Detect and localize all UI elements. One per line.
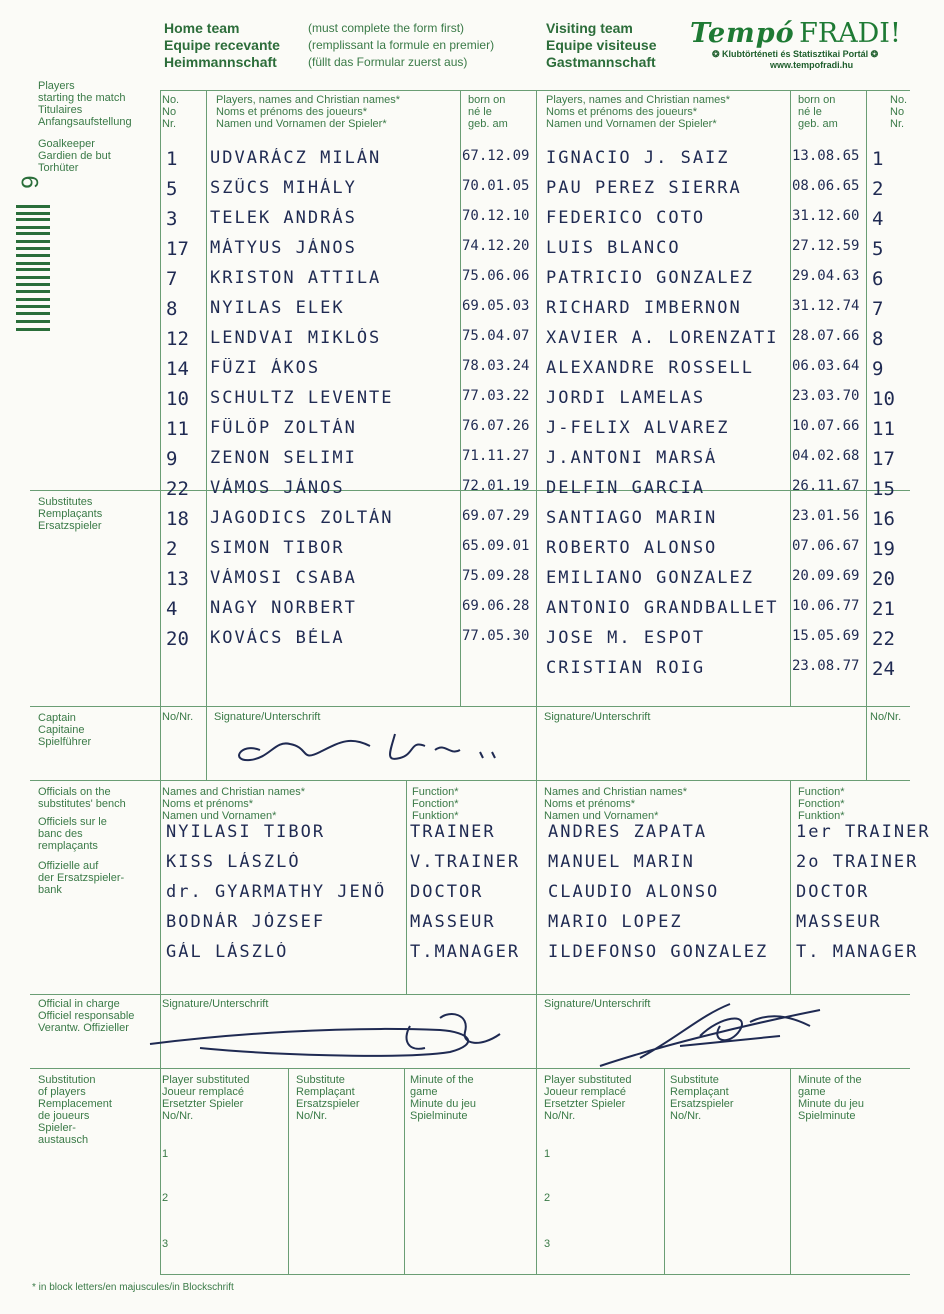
label-line: Substitute xyxy=(296,1074,345,1086)
label-line: Verantw. Offizieller xyxy=(38,1022,129,1034)
label-line: de joueurs xyxy=(38,1110,90,1122)
home-team-en: Home team xyxy=(164,20,240,36)
home-player-name: NAGY NORBERT xyxy=(210,598,357,618)
home-player-number: 18 xyxy=(166,508,189,530)
visiting-player-born: 31.12.60 xyxy=(792,208,860,224)
label-line: No. xyxy=(890,94,908,106)
home-player-name: NYILAS ELEK xyxy=(210,298,345,318)
visiting-player-number: 17 xyxy=(872,448,895,470)
label-line: Captain xyxy=(38,712,76,724)
home-player-number: 2 xyxy=(166,538,178,560)
sub-row-2-home: 2 xyxy=(162,1192,169,1204)
sub-minute-header-home xyxy=(410,1074,476,1122)
label-line: Joueur remplacé xyxy=(544,1086,626,1098)
home-official-function: MASSEUR xyxy=(410,912,496,932)
home-player-born: 71.11.27 xyxy=(462,448,530,464)
visiting-official-name: MARIO LOPEZ xyxy=(548,912,683,932)
label-line: Nr. xyxy=(162,118,177,130)
officials-names-header-home xyxy=(162,786,305,822)
visiting-player-name: JOSE M. ESPOT xyxy=(546,628,706,648)
label-line: Spielführer xyxy=(38,736,92,748)
col-header-names-visiting xyxy=(546,94,730,130)
label-line: Namen und Vornamen der Spieler* xyxy=(216,118,387,130)
visiting-player-name: IGNACIO J. SAIZ xyxy=(546,148,730,168)
label-line: Titulaires xyxy=(38,104,83,116)
home-player-number: 13 xyxy=(166,568,189,590)
grid-line xyxy=(30,994,910,995)
label-line: No/Nr. xyxy=(544,1110,576,1122)
visiting-player-born: 29.04.63 xyxy=(792,268,860,284)
home-player-name: SCHULTZ LEVENTE xyxy=(210,388,394,408)
home-player-born: 67.12.09 xyxy=(462,148,530,164)
visiting-player-born: 10.07.66 xyxy=(792,418,860,434)
label-line: Namen und Vornamen* xyxy=(544,810,659,822)
label-line: Ersetzter Spieler xyxy=(544,1098,626,1110)
visiting-player-name: FEDERICO COTO xyxy=(546,208,706,228)
label-line: born on xyxy=(468,94,506,106)
side-number: 6 xyxy=(15,175,43,189)
home-player-number: 7 xyxy=(166,268,178,290)
grid-line xyxy=(790,90,791,706)
official-sig-label-visiting: Signature/Unterschrift xyxy=(544,998,651,1010)
label-line: Remplaçants xyxy=(38,508,103,520)
label-line: Funktion* xyxy=(412,810,459,822)
home-player-born: 70.12.10 xyxy=(462,208,530,224)
visiting-player-name: XAVIER A. LORENZATI xyxy=(546,328,779,348)
home-player-born: 76.07.26 xyxy=(462,418,530,434)
grid-line xyxy=(460,90,461,706)
grid-line xyxy=(404,1068,405,1274)
sub-minute-header-visiting xyxy=(798,1074,864,1122)
grid-line xyxy=(160,90,910,91)
label-line: Ersatzspieler xyxy=(296,1098,360,1110)
label-line: Minute du jeu xyxy=(798,1098,865,1110)
visiting-player-name: RICHARD IMBERNON xyxy=(546,298,742,318)
home-official-name: KISS LÁSZLÓ xyxy=(166,852,301,872)
visiting-official-name: ILDEFONSO GONZALEZ xyxy=(548,942,769,962)
label-line: austausch xyxy=(38,1134,89,1146)
label-line: Minute of the xyxy=(410,1074,474,1086)
substitutes-label xyxy=(38,496,102,532)
visiting-player-number: 4 xyxy=(872,208,884,230)
visiting-player-name: ALEXANDRE ROSSELL xyxy=(546,358,754,378)
home-player-number: 12 xyxy=(166,328,189,350)
home-player-born: 65.09.01 xyxy=(462,538,530,554)
sub-player-header-visiting xyxy=(544,1074,631,1122)
visiting-player-number: 8 xyxy=(872,328,884,350)
visiting-player-born: 10.06.77 xyxy=(792,598,860,614)
sub-row-1-home: 1 xyxy=(162,1148,169,1160)
captain-label xyxy=(38,712,91,748)
home-player-number: 5 xyxy=(166,178,178,200)
col-header-no-visiting xyxy=(890,94,907,130)
home-player-number: 9 xyxy=(166,448,178,470)
visiting-official-name: CLAUDIO ALONSO xyxy=(548,882,720,902)
home-official-name: GÁL LÁSZLÓ xyxy=(166,942,289,962)
grid-line xyxy=(160,1274,910,1275)
col-header-born-visiting xyxy=(798,94,838,130)
visiting-player-name: JORDI LAMELAS xyxy=(546,388,706,408)
visiting-player-number: 10 xyxy=(872,388,895,410)
visiting-player-born: 08.06.65 xyxy=(792,178,860,194)
home-player-number: 20 xyxy=(166,628,189,650)
col-header-names-home xyxy=(216,94,400,130)
label-line: remplaçants xyxy=(38,840,98,852)
captain-sig-label: Signature/Unterschrift xyxy=(214,711,321,723)
visiting-player-number: 7 xyxy=(872,298,884,320)
label-line: Noms et prénoms des joueurs* xyxy=(546,106,698,118)
home-player-number: 1 xyxy=(166,148,178,170)
label-line: substitutes' bench xyxy=(38,798,126,810)
captain-no-label-visiting: No/Nr. xyxy=(870,711,902,723)
grid-line xyxy=(790,1068,791,1274)
visiting-official-function: MASSEUR xyxy=(796,912,882,932)
label-line: Officiels sur le xyxy=(38,816,107,828)
visiting-player-name: PATRICIO GONZALEZ xyxy=(546,268,754,288)
label-line: Funktion* xyxy=(798,810,845,822)
visiting-player-born: 23.03.70 xyxy=(792,388,860,404)
home-player-born: 75.04.07 xyxy=(462,328,530,344)
label-line: of players xyxy=(38,1086,86,1098)
visiting-player-number: 21 xyxy=(872,598,895,620)
officials-function-header-home xyxy=(412,786,458,822)
label-line: Function* xyxy=(412,786,459,798)
home-player-number: 4 xyxy=(166,598,178,620)
label-line: Official in charge xyxy=(38,998,120,1010)
grid-line xyxy=(206,90,207,706)
label-line: Spieler- xyxy=(38,1122,76,1134)
home-player-born: 78.03.24 xyxy=(462,358,530,374)
home-player-number: 10 xyxy=(166,388,189,410)
label-line: Function* xyxy=(798,786,845,798)
label-line: Spielminute xyxy=(798,1110,856,1122)
label-line: geb. am xyxy=(468,118,508,130)
visiting-player-number: 1 xyxy=(872,148,884,170)
grid-line xyxy=(406,780,407,994)
label-line: game xyxy=(410,1086,438,1098)
captain-no-label: No/Nr. xyxy=(162,711,194,723)
label-line: Player substituted xyxy=(544,1074,632,1086)
home-player-name: JAGODICS ZOLTÁN xyxy=(210,508,394,528)
visiting-player-name: DELFIN GARCIA xyxy=(546,478,706,498)
label-line: Players xyxy=(38,80,75,92)
label-line: Nr. xyxy=(890,118,905,130)
home-player-born: 69.06.28 xyxy=(462,598,530,614)
home-player-name: MÁTYUS JÁNOS xyxy=(210,238,357,258)
home-player-name: SZŰCS MIHÁLY xyxy=(210,178,357,198)
home-player-born: 74.12.20 xyxy=(462,238,530,254)
goalkeeper-label xyxy=(38,138,111,174)
label-line: Players, names and Christian names* xyxy=(216,94,401,106)
home-player-born: 77.03.22 xyxy=(462,388,530,404)
instruction-fr: (remplissant la formule en premier) xyxy=(308,38,495,52)
home-player-born: 75.06.06 xyxy=(462,268,530,284)
grid-line xyxy=(206,706,207,780)
home-player-name: LENDVAI MIKLÓS xyxy=(210,328,382,348)
visiting-player-born: 20.09.69 xyxy=(792,568,860,584)
label-line: born on xyxy=(798,94,836,106)
visiting-player-name: PAU PEREZ SIERRA xyxy=(546,178,742,198)
sub-row-3-home: 3 xyxy=(162,1238,169,1250)
instruction-en: (must complete the form first) xyxy=(308,21,465,35)
home-player-born: 77.05.30 xyxy=(462,628,530,644)
label-line: starting the match xyxy=(38,92,126,104)
visiting-team-en: Visiting team xyxy=(546,20,633,36)
visiting-player-number: 16 xyxy=(872,508,895,530)
home-player-born: 70.01.05 xyxy=(462,178,530,194)
label-line: né le xyxy=(798,106,822,118)
visiting-official-name: MANUEL MARIN xyxy=(548,852,695,872)
logo xyxy=(690,18,935,70)
label-line: Names and Christian names* xyxy=(544,786,688,798)
home-player-number: 17 xyxy=(166,238,189,260)
label-line: No/Nr. xyxy=(296,1110,328,1122)
grid-line xyxy=(288,1068,289,1274)
visiting-player-number: 20 xyxy=(872,568,895,590)
label-line: Minute of the xyxy=(798,1074,862,1086)
visiting-player-born: 27.12.59 xyxy=(792,238,860,254)
label-line: Gardien de but xyxy=(38,150,111,162)
visiting-player-born: 23.08.77 xyxy=(792,658,860,674)
home-official-name: dr. GYARMATHY JENŐ xyxy=(166,882,387,902)
label-line: Substitute xyxy=(670,1074,719,1086)
label-line: Minute du jeu xyxy=(410,1098,477,1110)
home-official-name: NYILASI TIBOR xyxy=(166,822,326,842)
visiting-player-number: 15 xyxy=(872,478,895,500)
label-line: né le xyxy=(468,106,492,118)
label-line: Remplacement xyxy=(38,1098,112,1110)
visiting-player-name: J-FELIX ALVAREZ xyxy=(546,418,730,438)
players-label xyxy=(38,80,132,128)
visiting-player-born: 04.02.68 xyxy=(792,448,860,464)
home-official-function: DOCTOR xyxy=(410,882,484,902)
label-line: game xyxy=(798,1086,826,1098)
visiting-team-de: Gastmannschaft xyxy=(546,54,656,70)
home-team-header xyxy=(164,20,280,71)
sub-row-3-visiting: 3 xyxy=(544,1238,551,1250)
home-player-number: 3 xyxy=(166,208,178,230)
sub-row-2-visiting: 2 xyxy=(544,1192,551,1204)
label-line: Noms et prénoms des joueurs* xyxy=(216,106,368,118)
label-line: Namen und Vornamen der Spieler* xyxy=(546,118,717,130)
label-line: Capitaine xyxy=(38,724,85,736)
home-player-name: VÁMOS JÁNOS xyxy=(210,478,345,498)
home-player-name: VÁMOSI CSABA xyxy=(210,568,357,588)
logo-subtitle: ❂ Klubtörténeti és Statisztikai Portál ❂ xyxy=(712,49,879,59)
visiting-official-function: DOCTOR xyxy=(796,882,870,902)
home-player-number: 8 xyxy=(166,298,178,320)
sub-substitute-header-visiting xyxy=(670,1074,734,1122)
home-player-name: FÜZI ÁKOS xyxy=(210,358,321,378)
visiting-player-number: 19 xyxy=(872,538,895,560)
home-player-name: KRISTON ATTILA xyxy=(210,268,382,288)
home-player-name: TELEK ANDRÁS xyxy=(210,208,357,228)
visiting-team-fr: Equipe visiteuse xyxy=(546,37,657,53)
visiting-player-name: ROBERTO ALONSO xyxy=(546,538,718,558)
label-line: No xyxy=(162,106,177,118)
label-line: Remplaçant xyxy=(670,1086,729,1098)
grid-line xyxy=(30,706,910,707)
home-player-number: 22 xyxy=(166,478,189,500)
footnote: * in block letters/en majuscules/in Blockschrift xyxy=(32,1282,234,1293)
visiting-player-born: 31.12.74 xyxy=(792,298,860,314)
official-signature-home xyxy=(140,1004,520,1064)
visiting-player-born: 13.08.65 xyxy=(792,148,860,164)
grid-line xyxy=(664,1068,665,1274)
col-header-no xyxy=(162,94,179,130)
captain-sig-label-visiting: Signature/Unterschrift xyxy=(544,711,651,723)
label-line: Joueur remplacé xyxy=(162,1086,244,1098)
home-player-name: UDVARÁCZ MILÁN xyxy=(210,148,382,168)
label-line: Torhüter xyxy=(38,162,79,174)
home-player-number: 14 xyxy=(166,358,189,380)
home-player-born: 72.01.19 xyxy=(462,478,530,494)
label-line: Substitution xyxy=(38,1074,96,1086)
visiting-player-born: 06.03.64 xyxy=(792,358,860,374)
grid-line xyxy=(790,780,791,994)
visiting-player-number: 11 xyxy=(872,418,895,440)
visiting-player-name: LUIS BLANCO xyxy=(546,238,681,258)
label-line: Goalkeeper xyxy=(38,138,95,150)
visiting-player-name: EMILIANO GONZALEZ xyxy=(546,568,754,588)
label-line: No. xyxy=(162,94,180,106)
home-official-function: T.MANAGER xyxy=(410,942,521,962)
official-in-charge-label xyxy=(38,998,134,1034)
sub-player-header-home xyxy=(162,1074,249,1122)
label-line: bank xyxy=(38,884,62,896)
label-line: Officials on the xyxy=(38,786,111,798)
label-line: banc des xyxy=(38,828,83,840)
visiting-player-born: 23.01.56 xyxy=(792,508,860,524)
officials-function-header-visiting xyxy=(798,786,844,822)
home-player-number: 11 xyxy=(166,418,189,440)
home-official-function: TRAINER xyxy=(410,822,496,842)
label-line: No/Nr. xyxy=(162,1110,194,1122)
instruction-de: (füllt das Formular zuerst aus) xyxy=(308,55,468,69)
visiting-official-function: 2o TRAINER xyxy=(796,852,919,872)
label-line: Players, names and Christian names* xyxy=(546,94,731,106)
label-line: Names and Christian names* xyxy=(162,786,306,798)
visiting-team-header xyxy=(546,20,656,71)
visiting-player-number: 5 xyxy=(872,238,884,260)
label-line: Ersatzspieler xyxy=(38,520,102,532)
visiting-player-number: 6 xyxy=(872,268,884,290)
label-line: Substitutes xyxy=(38,496,93,508)
label-line: Offizielle auf xyxy=(38,860,99,872)
instruction-header xyxy=(308,20,494,71)
label-line: Noms et prénoms* xyxy=(162,798,254,810)
visiting-official-function: 1er TRAINER xyxy=(796,822,931,842)
visiting-official-name: ANDRES ZAPATA xyxy=(548,822,708,842)
logo-tempo: Tempó xyxy=(690,18,795,49)
visiting-player-number: 9 xyxy=(872,358,884,380)
home-team-de: Heimmannschaft xyxy=(164,54,277,70)
label-line: Fonction* xyxy=(412,798,459,810)
visiting-player-name: CRISTIAN ROIG xyxy=(546,658,706,678)
home-player-born: 69.05.03 xyxy=(462,298,530,314)
visiting-player-number: 24 xyxy=(872,658,895,680)
home-player-born: 69.07.29 xyxy=(462,508,530,524)
label-line: Spielminute xyxy=(410,1110,468,1122)
label-line: Ersatzspieler xyxy=(670,1098,734,1110)
label-line: Ersetzter Spieler xyxy=(162,1098,244,1110)
label-line: Noms et prénoms* xyxy=(544,798,636,810)
home-official-function: V.TRAINER xyxy=(410,852,521,872)
visiting-player-born: 28.07.66 xyxy=(792,328,860,344)
visiting-player-born: 15.05.69 xyxy=(792,628,860,644)
visiting-player-number: 2 xyxy=(872,178,884,200)
label-line: Anfangsaufstellung xyxy=(38,116,132,128)
label-line: Officiel responsable xyxy=(38,1010,135,1022)
grid-line xyxy=(30,780,910,781)
home-player-name: SIMON TIBOR xyxy=(210,538,345,558)
visiting-player-born: 07.06.67 xyxy=(792,538,860,554)
visiting-player-name: ANTONIO GRANDBALLET xyxy=(546,598,779,618)
substitution-label xyxy=(38,1074,112,1146)
visiting-player-name: J.ANTONI MARSÁ xyxy=(546,448,718,468)
label-line: Remplaçant xyxy=(296,1086,355,1098)
home-team-fr: Equipe recevante xyxy=(164,37,280,53)
sub-substitute-header-home xyxy=(296,1074,360,1122)
sub-row-1-visiting: 1 xyxy=(544,1148,551,1160)
grid-line xyxy=(536,90,537,1274)
label-line: Player substituted xyxy=(162,1074,250,1086)
visiting-official-function: T. MANAGER xyxy=(796,942,919,962)
home-player-born: 75.09.28 xyxy=(462,568,530,584)
officials-names-header-visiting xyxy=(544,786,687,822)
logo-url: www.tempofradi.hu xyxy=(770,60,854,70)
grid-line xyxy=(160,90,161,1274)
logo-fradi: FRADI! xyxy=(799,18,901,49)
home-player-name: KOVÁCS BÉLA xyxy=(210,628,345,648)
visiting-player-number: 22 xyxy=(872,628,895,650)
label-line: No/Nr. xyxy=(670,1110,702,1122)
home-official-name: BODNÁR JÓZSEF xyxy=(166,912,326,932)
grid-line xyxy=(866,90,867,780)
home-player-name: FÜLÖP ZOLTÁN xyxy=(210,418,357,438)
label-line: geb. am xyxy=(798,118,838,130)
visiting-player-born: 26.11.67 xyxy=(792,478,860,494)
label-line: der Ersatzspieler- xyxy=(38,872,125,884)
home-player-name: ZENON SELIMI xyxy=(210,448,357,468)
col-header-born-home xyxy=(468,94,508,130)
official-sig-label-home: Signature/Unterschrift xyxy=(162,998,269,1010)
official-signature-visiting xyxy=(580,996,840,1076)
label-line: No xyxy=(890,106,905,118)
visiting-player-name: SANTIAGO MARIN xyxy=(546,508,718,528)
label-line: Fonction* xyxy=(798,798,845,810)
captain-signature-home xyxy=(220,722,520,772)
label-line: Namen und Vornamen* xyxy=(162,810,277,822)
